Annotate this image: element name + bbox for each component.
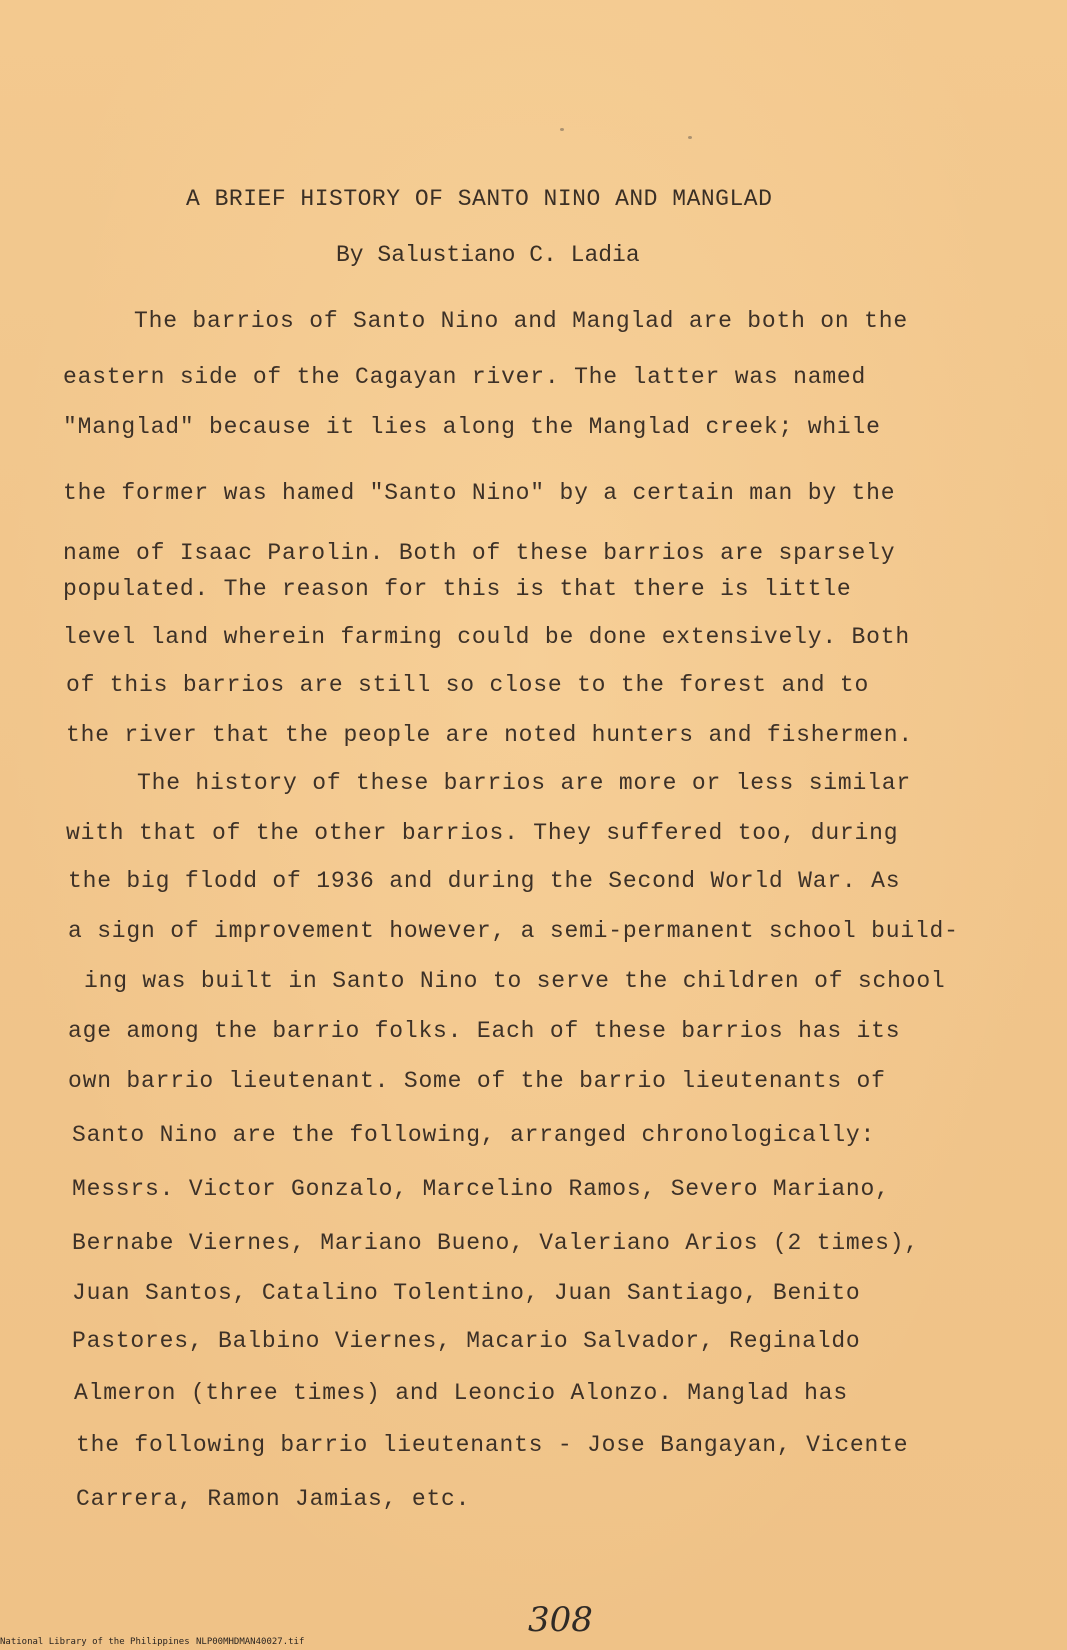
text-line: a sign of improvement however, a semi-permanent school build- bbox=[68, 918, 959, 944]
text-line: own barrio lieutenant. Some of the barrio lieutenants of bbox=[68, 1068, 886, 1094]
text-line: the former was hamed "Santo Nino" by a certain man by the bbox=[63, 480, 896, 506]
paper-speck bbox=[560, 128, 564, 131]
text-line: of this barrios are still so close to the forest and to bbox=[66, 672, 870, 698]
text-line: populated. The reason for this is that there is little bbox=[63, 576, 852, 602]
text-line: the river that the people are noted hunters and fishermen. bbox=[66, 722, 913, 748]
text-line: with that of the other barrios. They suffered too, during bbox=[66, 820, 899, 846]
text-line: Bernabe Viernes, Mariano Bueno, Valeriano Arios (2 times), bbox=[72, 1230, 919, 1256]
text-line: name of Isaac Parolin. Both of these barrios are sparsely bbox=[63, 540, 896, 566]
text-line: Almeron (three times) and Leoncio Alonzo. Manglad has bbox=[74, 1380, 848, 1406]
document-byline: By Salustiano C. Ladia bbox=[336, 242, 640, 268]
document-title: A BRIEF HISTORY OF SANTO NINO AND MANGLAD bbox=[186, 186, 773, 212]
paper-speck bbox=[688, 136, 692, 139]
text-line: The barrios of Santo Nino and Manglad are both on the bbox=[134, 308, 908, 334]
text-line: level land wherein farming could be done extensively. Both bbox=[63, 624, 910, 650]
text-line: eastern side of the Cagayan river. The latter was named bbox=[63, 364, 867, 390]
text-line: Messrs. Victor Gonzalo, Marcelino Ramos, Severo Mariano, bbox=[72, 1176, 890, 1202]
text-line: Carrera, Ramon Jamias, etc. bbox=[76, 1486, 471, 1512]
text-line: Pastores, Balbino Viernes, Macario Salvador, Reginaldo bbox=[72, 1328, 861, 1354]
footer-filename: NLP00MHDMAN40027.tif bbox=[196, 1637, 305, 1647]
text-line: Juan Santos, Catalino Tolentino, Juan Santiago, Benito bbox=[72, 1280, 861, 1306]
text-line: ing was built in Santo Nino to serve the children of school bbox=[84, 968, 946, 994]
text-line: the big flodd of 1936 and during the Second World War. As bbox=[68, 868, 901, 894]
page-number: 308 bbox=[528, 1600, 593, 1640]
text-line: the following barrio lieutenants - Jose Bangayan, Vicente bbox=[76, 1432, 909, 1458]
text-line: age among the barrio folks. Each of these barrios has its bbox=[68, 1018, 901, 1044]
footer-source: National Library of the Philippines bbox=[0, 1637, 190, 1647]
text-line: Santo Nino are the following, arranged chronologically: bbox=[72, 1122, 876, 1148]
text-line: "Manglad" because it lies along the Manglad creek; while bbox=[63, 414, 881, 440]
text-line: The history of these barrios are more or less similar bbox=[137, 770, 911, 796]
